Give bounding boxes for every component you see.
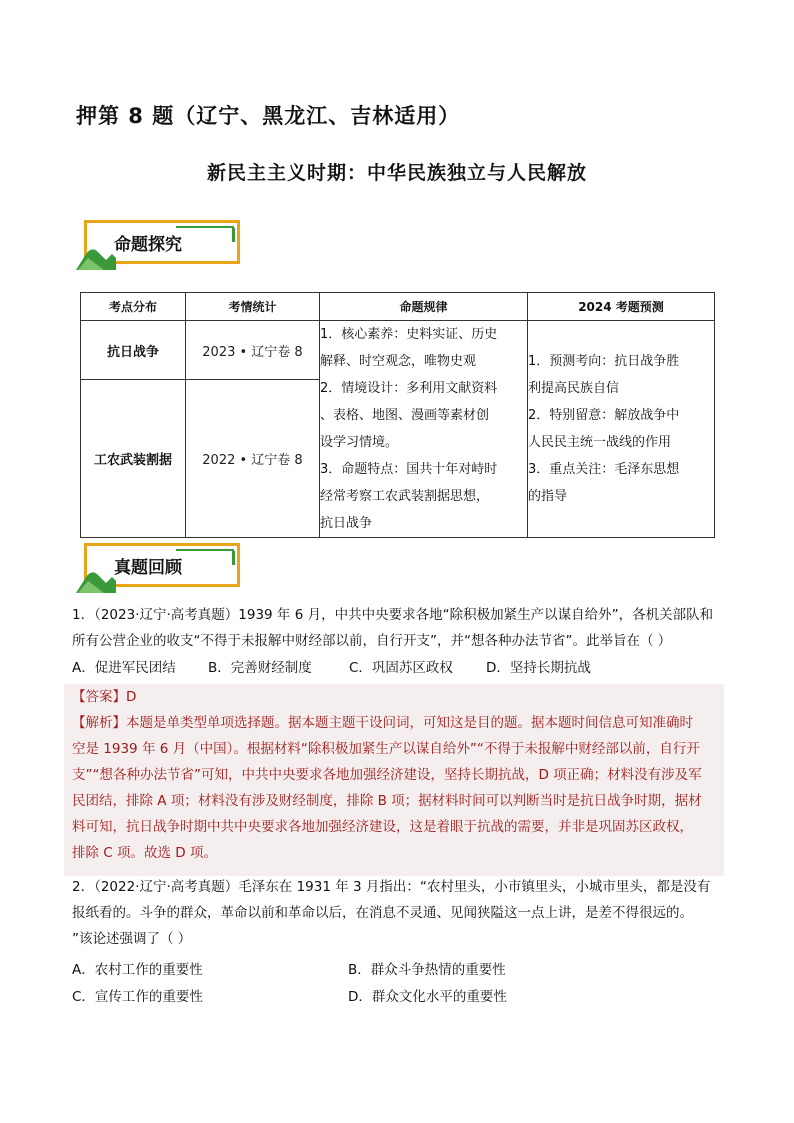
question-2-option-c: C．宣传工作的重要性	[72, 989, 203, 1005]
banner-accent-tick	[232, 228, 235, 242]
question-line: ”该论述强调了（ ）	[72, 931, 192, 947]
question-1-option-c: C．巩固苏区政权	[349, 660, 453, 676]
rules-line: 经常考察工农武装割据思想，	[320, 489, 490, 504]
rules-line: 2．情境设计：多利用文献资料	[320, 381, 498, 396]
question-1-option-d: D．坚持长期抗战	[486, 660, 591, 676]
analysis-line: 支”“想各种办法节省”可知，中共中央要求各地加强经济建设，坚持长期抗战，D 项正确；材料没有涉及军	[72, 767, 702, 783]
question-1-stem	[72, 602, 724, 654]
prediction-line: 2．特别留意：解放战争中	[528, 408, 680, 423]
table-header: 考情统计	[186, 293, 320, 321]
answer-label: 【答案】D	[72, 689, 137, 705]
question-2-option-d: D．群众文化水平的重要性	[348, 989, 507, 1005]
analysis-line: 【解析】本题是单类型单项选择题。据本题主题干设问词，可知这是目的题。据本题时间信息可知准确时	[72, 715, 693, 731]
question-1-option-a: A．促进军民团结	[72, 660, 176, 676]
prediction-line: 利提高民族自信	[528, 381, 620, 396]
rules-line: 1．核心素养：史料实证、历史	[320, 327, 498, 342]
banner-accent-line	[176, 549, 234, 551]
rules-line: 设学习情境。	[320, 435, 399, 450]
question-1-answer	[72, 684, 724, 866]
question-2-stem	[72, 874, 724, 952]
section-banner-review	[76, 543, 246, 595]
section-title-explore: 命题探究	[114, 235, 182, 255]
question-line: 报纸看的。斗争的群众，革命以前和革命以后，在消息不灵通、见闻狭隘这一点上讲，是差不得很远的。	[72, 905, 693, 921]
table-header: 考点分布	[81, 293, 186, 321]
rules-line: 解释、时空观念，唯物史观	[320, 354, 477, 369]
table-cell-stat: 2022 • 辽宁卷 8	[186, 380, 320, 538]
question-line: 1．（2023·辽宁·高考真题）1939 年 6 月，中共中央要求各地“除积极加紧生产以谋自给外”，各机关部队和	[72, 607, 714, 623]
analysis-line: 料可知，抗日战争时期中共中央要求各地加强经济建设，这是着眼于抗战的需要，并非是巩固苏区政权，	[72, 819, 693, 835]
table-cell-topic: 工农武装割据	[81, 380, 186, 538]
page-subtitle: 新民主主义时期：中华民族独立与人民解放	[206, 162, 587, 184]
table-cell-topic: 抗日战争	[81, 321, 186, 380]
rules-line: 、表格、地图、漫画等素材创	[320, 408, 490, 423]
table-header-row	[81, 293, 715, 321]
hill-icon	[76, 563, 116, 593]
prediction-line: 人民民主统一战线的作用	[528, 435, 672, 450]
banner-accent-tick	[232, 551, 235, 565]
prediction-line: 3．重点关注：毛泽东思想	[528, 462, 680, 477]
rules-line: 3．命题特点：国共十年对峙时	[320, 462, 498, 477]
table-header: 2024 考题预测	[528, 293, 715, 321]
prediction-line: 的指导	[528, 489, 568, 504]
analysis-line: 民团结，排除 A 项；材料没有涉及财经制度，排除 B 项；据材料时间可以判断当时是抗日战争时期，据材	[72, 793, 702, 809]
table-cell-stat: 2023 • 辽宁卷 8	[186, 321, 320, 380]
question-2-option-a: A．农村工作的重要性	[72, 962, 203, 978]
table-header: 命题规律	[320, 293, 528, 321]
rules-line: 抗日战争	[320, 516, 373, 531]
question-1-option-b: B．完善财经制度	[208, 660, 312, 676]
question-2-option-b: B．群众斗争热情的重要性	[348, 962, 506, 978]
analysis-line: 排除 C 项。故选 D 项。	[72, 845, 217, 861]
question-line: 所有公营企业的收支“不得于未报解中财经部以前，自行开支”，并“想各种办法节省”。此举旨在（ ）	[72, 633, 672, 649]
table-cell-rules	[320, 321, 528, 538]
analysis-line: 空是 1939 年 6 月（中国）。根据材料“除积极加紧生产以谋自给外”“不得于未报解中财经部以前，自行开	[72, 741, 700, 757]
table-cell-prediction	[528, 321, 715, 538]
section-title-review: 真题回顾	[114, 558, 182, 578]
banner-accent-line	[176, 226, 234, 228]
hill-icon	[76, 240, 116, 270]
page-title: 押第 8 题（辽宁、黑龙江、吉林适用）	[76, 104, 461, 128]
table-row	[81, 321, 715, 380]
question-line: 2．（2022·辽宁·高考真题）毛泽东在 1931 年 3 月指出：“农村里头，小市镇里头，小城市里头，都是没有	[72, 879, 711, 895]
overview-table	[80, 292, 715, 538]
section-banner-explore	[76, 220, 246, 272]
prediction-line: 1．预测考向：抗日战争胜	[528, 354, 680, 369]
